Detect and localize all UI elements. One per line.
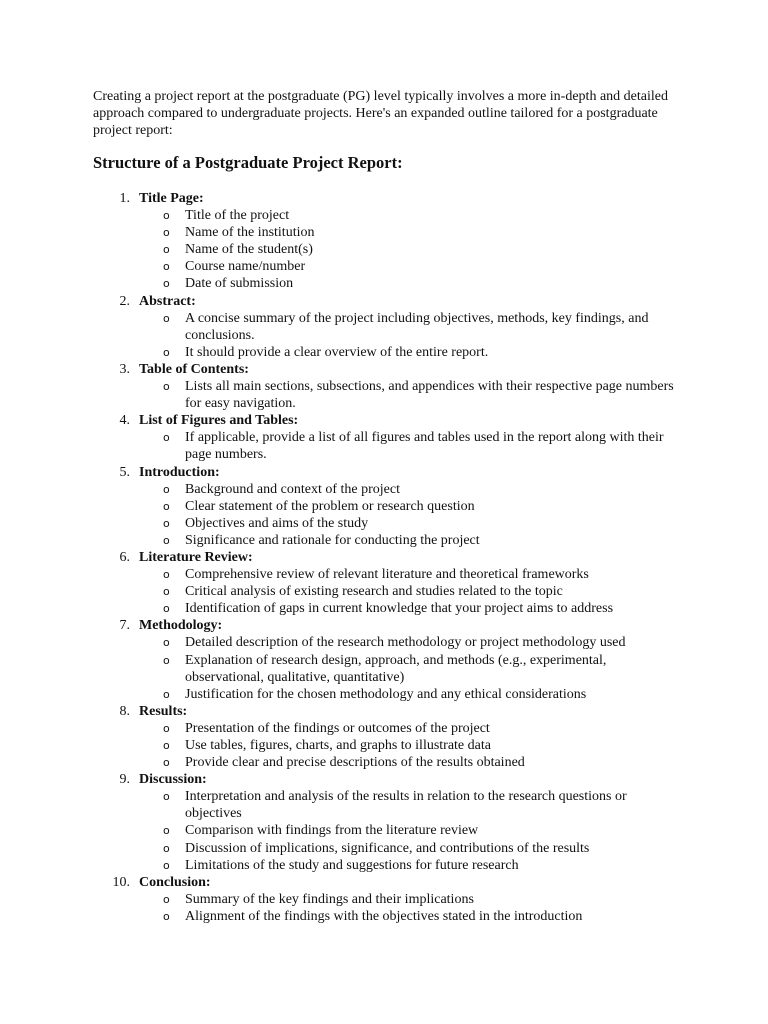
section-title: Discussion: xyxy=(139,772,207,788)
list-item-text: Justification for the chosen methodology and any ethical considerations xyxy=(185,686,587,702)
section-title: Conclusion: xyxy=(139,874,211,890)
section-title: Results: xyxy=(139,703,188,719)
section-number: 10. xyxy=(112,874,130,890)
list-item-text: Alignment of the findings with the objectives stated in the introduction xyxy=(185,908,583,924)
list-item xyxy=(0,429,675,463)
list-item-text: Comprehensive review of relevant literature and theoretical frameworks xyxy=(185,567,589,583)
outline-section xyxy=(0,703,768,771)
bullet-list xyxy=(0,720,768,771)
list-item xyxy=(0,378,675,412)
bullet-list xyxy=(0,310,768,361)
bullet-icon: o xyxy=(163,756,170,770)
list-item-text: Date of submission xyxy=(185,276,294,292)
outline-section-heading xyxy=(0,703,768,720)
outline-section-heading xyxy=(0,771,768,788)
bullet-icon: o xyxy=(163,516,170,530)
list-item-text: Summary of the key findings and their implications xyxy=(185,891,474,907)
section-number: 8. xyxy=(119,703,130,719)
list-item xyxy=(0,600,675,617)
bullet-list xyxy=(0,788,768,873)
list-item-text: Title of the project xyxy=(185,208,290,224)
bullet-icon: o xyxy=(163,260,170,274)
list-item xyxy=(0,737,675,754)
bullet-list xyxy=(0,634,768,702)
outline-section xyxy=(0,549,768,617)
section-title: Literature Review: xyxy=(139,549,253,565)
bullet-icon: o xyxy=(163,824,170,838)
bullet-list xyxy=(0,207,768,292)
bullet-icon: o xyxy=(163,841,170,855)
list-item-text: Discussion of implications, significance, and contributions of the results xyxy=(185,840,590,856)
outline-section xyxy=(0,412,768,463)
bullet-icon: o xyxy=(163,790,170,804)
section-number: 5. xyxy=(119,464,130,480)
outline-section-heading xyxy=(0,412,768,429)
bullet-icon: o xyxy=(163,892,170,906)
list-item-text: Identification of gaps in current knowledge that your project aims to address xyxy=(185,601,614,617)
list-item xyxy=(0,275,675,292)
bullet-icon: o xyxy=(163,687,170,701)
list-item xyxy=(0,498,675,515)
outline-section xyxy=(0,361,768,412)
outline-section xyxy=(0,874,768,925)
outline-section-heading xyxy=(0,549,768,566)
list-item xyxy=(0,515,675,532)
list-item xyxy=(0,481,675,498)
list-item xyxy=(0,241,675,258)
section-number: 9. xyxy=(119,772,130,788)
bullet-icon: o xyxy=(163,653,170,667)
bullet-icon: o xyxy=(163,602,170,616)
list-item-text: Course name/number xyxy=(185,259,306,275)
list-item-text: A concise summary of the project including objectives, methods, key findings, and conclusions. xyxy=(185,310,649,343)
bullet-icon: o xyxy=(163,380,170,394)
bullet-icon: o xyxy=(163,909,170,923)
list-item xyxy=(0,224,675,241)
section-number: 4. xyxy=(119,413,130,429)
section-title: Methodology: xyxy=(139,618,223,634)
bullet-icon: o xyxy=(163,482,170,496)
list-item xyxy=(0,720,675,737)
list-item-text: Limitations of the study and suggestions for future research xyxy=(185,857,519,873)
list-item xyxy=(0,566,675,583)
bullet-icon: o xyxy=(163,226,170,240)
section-heading: Structure of a Postgraduate Project Report: xyxy=(93,153,403,172)
outline-section-heading xyxy=(0,617,768,634)
section-title: List of Figures and Tables: xyxy=(139,413,299,429)
list-item xyxy=(0,840,675,857)
bullet-icon: o xyxy=(163,533,170,547)
list-item-text: Provide clear and precise descriptions of the results obtained xyxy=(185,755,525,771)
outline-section xyxy=(0,464,768,549)
bullet-icon: o xyxy=(163,243,170,257)
outline-section-heading xyxy=(0,190,768,207)
bullet-icon: o xyxy=(163,499,170,513)
bullet-icon: o xyxy=(163,739,170,752)
list-item-text: Significance and rationale for conducting the project xyxy=(185,532,480,548)
list-item xyxy=(0,891,675,908)
list-item xyxy=(0,788,675,822)
outline-section xyxy=(0,771,768,874)
bullet-icon: o xyxy=(163,345,170,359)
list-item xyxy=(0,908,675,925)
list-item xyxy=(0,686,675,703)
outline-section-heading xyxy=(0,361,768,378)
list-item-text: It should provide a clear overview of the entire report. xyxy=(185,344,489,360)
intro-paragraph: Creating a project report at the postgraduate (PG) level typically involves a more in-depth and detailed approach compared to undergraduate projects. Here's an expanded outline tailored for a postgraduate project report: xyxy=(93,89,668,138)
bullet-icon: o xyxy=(163,277,170,291)
list-item xyxy=(0,207,675,224)
bullet-list xyxy=(0,566,768,617)
section-number: 6. xyxy=(119,549,130,565)
list-item xyxy=(0,258,675,275)
list-item xyxy=(0,344,675,361)
list-item xyxy=(0,822,675,839)
bullet-icon: o xyxy=(163,431,170,445)
list-item xyxy=(0,583,675,600)
outline-section xyxy=(0,190,768,293)
list-item-text: Lists all main sections, subsections, and appendices with their respective page numbers for easy navigation. xyxy=(185,379,674,412)
list-item-text: Background and context of the project xyxy=(185,481,400,497)
list-item-text: Use tables, figures, charts, and graphs to illustrate data xyxy=(185,738,491,753)
list-item-text: If applicable, provide a list of all figures and tables used in the report along with their page numbers. xyxy=(185,430,664,463)
report-outline-list xyxy=(0,190,768,925)
list-item-text: Detailed description of the research methodology or project methodology used xyxy=(185,635,626,651)
list-item xyxy=(0,652,675,686)
list-item xyxy=(0,634,675,651)
list-item-text: Critical analysis of existing research and studies related to the topic xyxy=(185,584,563,600)
bullet-icon: o xyxy=(163,209,170,223)
section-number: 2. xyxy=(119,293,130,309)
list-item-text: Presentation of the findings or outcomes of the project xyxy=(185,720,490,736)
list-item xyxy=(0,754,675,771)
section-title: Table of Contents: xyxy=(139,361,249,377)
list-item-text: Comparison with findings from the literature review xyxy=(185,823,479,839)
bullet-list xyxy=(0,429,768,463)
outline-section-heading xyxy=(0,874,768,891)
list-item xyxy=(0,310,675,344)
outline-section-heading xyxy=(0,293,768,310)
section-title: Title Page: xyxy=(139,191,204,206)
section-number: 3. xyxy=(119,361,130,377)
list-item-text: Name of the institution xyxy=(185,225,315,241)
bullet-icon: o xyxy=(163,636,170,650)
section-title: Introduction: xyxy=(139,464,220,480)
section-number: 1. xyxy=(119,191,130,206)
bullet-list xyxy=(0,378,768,412)
section-title: Abstract: xyxy=(139,293,196,309)
bullet-icon: o xyxy=(163,858,170,872)
list-item-text: Clear statement of the problem or research question xyxy=(185,498,475,514)
list-item-text: Objectives and aims of the study xyxy=(185,515,369,531)
bullet-list xyxy=(0,891,768,925)
bullet-icon: o xyxy=(163,721,170,735)
outline-section xyxy=(0,293,768,361)
list-item-text: Explanation of research design, approach, and methods (e.g., experimental, observational, qualitative, quantitative) xyxy=(185,652,607,685)
bullet-icon: o xyxy=(163,311,170,325)
bullet-list xyxy=(0,481,768,549)
list-item xyxy=(0,532,675,549)
bullet-icon: o xyxy=(163,568,170,582)
list-item-text: Interpretation and analysis of the results in relation to the research questions or objectives xyxy=(185,789,627,822)
bullet-icon: o xyxy=(163,585,170,599)
list-item-text: Name of the student(s) xyxy=(185,242,313,258)
outline-section-heading xyxy=(0,464,768,481)
section-number: 7. xyxy=(119,618,130,634)
outline-section xyxy=(0,617,768,702)
list-item xyxy=(0,857,675,874)
